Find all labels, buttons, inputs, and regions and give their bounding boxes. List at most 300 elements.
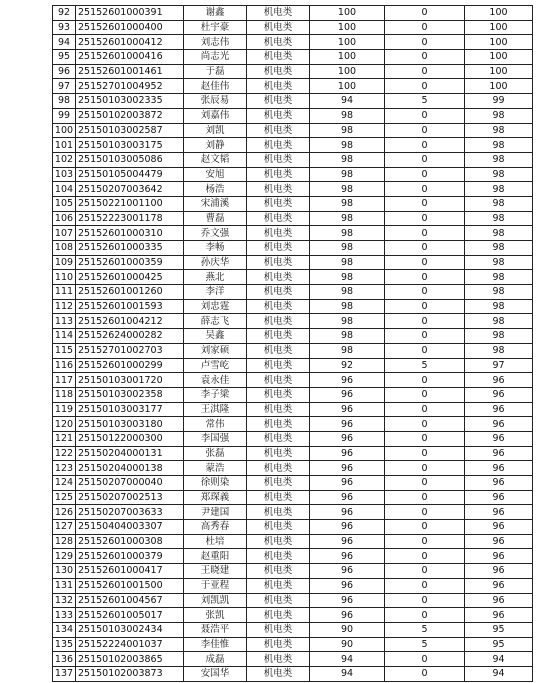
category-cell: 机电类 [247,431,310,446]
bonus-points-cell: 0 [385,196,465,211]
table-row [53,549,533,564]
category-cell: 机电类 [247,402,310,417]
candidate-id-cell: 25152701004952 [76,79,184,94]
bonus-points-cell: 5 [385,94,465,109]
exam-score-cell: 98 [310,314,385,329]
category-cell: 机电类 [247,226,310,241]
table-row [53,417,533,432]
bonus-points-cell: 0 [385,138,465,153]
total-score-cell: 98 [465,255,533,270]
row-number-cell: 113 [53,314,76,329]
candidate-id-cell: 25150105004479 [76,167,184,182]
bonus-points-cell: 0 [385,285,465,300]
table-row [53,476,533,491]
total-score-cell: 97 [465,358,533,373]
total-score-cell: 98 [465,196,533,211]
table-row [53,167,533,182]
table-row [53,123,533,138]
category-cell: 机电类 [247,608,310,623]
table-row [53,490,533,505]
candidate-id-cell: 25150102003865 [76,652,184,667]
table-row [53,461,533,476]
bonus-points-cell: 5 [385,358,465,373]
row-number-cell: 134 [53,622,76,637]
table-row [53,387,533,402]
exam-score-cell: 98 [310,329,385,344]
category-cell: 机电类 [247,108,310,123]
row-number-cell: 111 [53,285,76,300]
bonus-points-cell: 0 [385,431,465,446]
row-number-cell: 93 [53,20,76,35]
exam-score-cell: 100 [310,79,385,94]
candidate-id-cell: 25152624000282 [76,329,184,344]
row-number-cell: 135 [53,637,76,652]
exam-score-cell: 96 [310,578,385,593]
candidate-name-cell: 刘嘉伟 [184,108,247,123]
category-cell: 机电类 [247,314,310,329]
bonus-points-cell: 0 [385,666,465,681]
total-score-cell: 99 [465,94,533,109]
category-cell: 机电类 [247,343,310,358]
bonus-points-cell: 0 [385,241,465,256]
candidate-id-cell: 25150103002358 [76,387,184,402]
category-cell: 机电类 [247,637,310,652]
candidate-name-cell: 刘静 [184,138,247,153]
category-cell: 机电类 [247,520,310,535]
candidate-name-cell: 薛志飞 [184,314,247,329]
table-row [53,6,533,21]
exam-score-cell: 98 [310,196,385,211]
bonus-points-cell: 0 [385,226,465,241]
candidate-name-cell: 安旭 [184,167,247,182]
candidate-id-cell: 25152601001593 [76,299,184,314]
candidate-id-cell: 25150221001100 [76,196,184,211]
total-score-cell: 98 [465,138,533,153]
exam-score-cell: 98 [310,270,385,285]
total-score-cell: 100 [465,79,533,94]
bonus-points-cell: 0 [385,255,465,270]
exam-score-cell: 98 [310,255,385,270]
table-row [53,152,533,167]
candidate-id-cell: 25152601005017 [76,608,184,623]
table-row [53,608,533,623]
category-cell: 机电类 [247,241,310,256]
candidate-id-cell: 25152601000425 [76,270,184,285]
row-number-cell: 109 [53,255,76,270]
category-cell: 机电类 [247,167,310,182]
exam-score-cell: 96 [310,505,385,520]
table-row [53,446,533,461]
candidate-name-cell: 李畅 [184,241,247,256]
row-number-cell: 94 [53,35,76,50]
total-score-cell: 98 [465,226,533,241]
exam-score-cell: 98 [310,182,385,197]
table-row [53,196,533,211]
total-score-cell: 100 [465,64,533,79]
category-cell: 机电类 [247,35,310,50]
table-row [53,50,533,65]
total-score-cell: 100 [465,35,533,50]
exam-score-cell: 98 [310,138,385,153]
bonus-points-cell: 0 [385,402,465,417]
category-cell: 机电类 [247,666,310,681]
row-number-cell: 104 [53,182,76,197]
bonus-points-cell: 0 [385,578,465,593]
total-score-cell: 94 [465,652,533,667]
row-number-cell: 100 [53,123,76,138]
total-score-cell: 98 [465,285,533,300]
candidate-name-cell: 尹建国 [184,505,247,520]
candidate-id-cell: 25150103003175 [76,138,184,153]
candidate-id-cell: 25152601000359 [76,255,184,270]
row-number-cell: 92 [53,6,76,21]
table-row [53,373,533,388]
category-cell: 机电类 [247,123,310,138]
bonus-points-cell: 0 [385,652,465,667]
total-score-cell: 98 [465,123,533,138]
table-row [53,182,533,197]
candidate-id-cell: 25150103002587 [76,123,184,138]
candidate-name-cell: 蒙浩 [184,461,247,476]
candidate-name-cell: 曹磊 [184,211,247,226]
candidate-name-cell: 张凯 [184,608,247,623]
table-row [53,652,533,667]
candidate-id-cell: 25150404003307 [76,520,184,535]
bonus-points-cell: 0 [385,182,465,197]
row-number-cell: 120 [53,417,76,432]
candidate-id-cell: 25152601000412 [76,35,184,50]
category-cell: 机电类 [247,20,310,35]
total-score-cell: 96 [465,476,533,491]
bonus-points-cell: 0 [385,123,465,138]
exam-score-cell: 96 [310,387,385,402]
candidate-name-cell: 李佳惟 [184,637,247,652]
candidate-id-cell: 25152601000379 [76,549,184,564]
bonus-points-cell: 0 [385,211,465,226]
candidate-name-cell: 王淇隆 [184,402,247,417]
category-cell: 机电类 [247,549,310,564]
total-score-cell: 98 [465,152,533,167]
exam-score-cell: 90 [310,622,385,637]
candidate-name-cell: 刘凯 [184,123,247,138]
exam-score-cell: 96 [310,431,385,446]
row-number-cell: 119 [53,402,76,417]
candidate-name-cell: 于亚程 [184,578,247,593]
table-row [53,564,533,579]
row-number-cell: 128 [53,534,76,549]
row-number-cell: 131 [53,578,76,593]
table-row [53,578,533,593]
bonus-points-cell: 0 [385,35,465,50]
row-number-cell: 124 [53,476,76,491]
row-number-cell: 116 [53,358,76,373]
category-cell: 机电类 [247,6,310,21]
total-score-cell: 96 [465,373,533,388]
table-row [53,255,533,270]
total-score-cell: 94 [465,666,533,681]
table-row [53,64,533,79]
bonus-points-cell: 0 [385,79,465,94]
candidate-id-cell: 25152601001500 [76,578,184,593]
exam-score-cell: 98 [310,285,385,300]
exam-score-cell: 96 [310,564,385,579]
exam-score-cell: 100 [310,20,385,35]
exam-score-cell: 96 [310,534,385,549]
candidate-name-cell: 孙庆华 [184,255,247,270]
table-row [53,505,533,520]
category-cell: 机电类 [247,138,310,153]
total-score-cell: 96 [465,593,533,608]
row-number-cell: 110 [53,270,76,285]
exam-score-cell: 90 [310,637,385,652]
category-cell: 机电类 [247,534,310,549]
candidate-name-cell: 乔文强 [184,226,247,241]
candidate-id-cell: 25152223001178 [76,211,184,226]
row-number-cell: 125 [53,490,76,505]
total-score-cell: 98 [465,167,533,182]
category-cell: 机电类 [247,64,310,79]
category-cell: 机电类 [247,182,310,197]
exam-score-cell: 94 [310,652,385,667]
candidate-name-cell: 燕北 [184,270,247,285]
category-cell: 机电类 [247,578,310,593]
total-score-cell: 96 [465,564,533,579]
row-number-cell: 99 [53,108,76,123]
exam-score-cell: 96 [310,549,385,564]
category-cell: 机电类 [247,387,310,402]
row-number-cell: 105 [53,196,76,211]
candidate-name-cell: 张辰易 [184,94,247,109]
candidate-id-cell: 25152601001260 [76,285,184,300]
score-table-body [53,6,533,682]
candidate-name-cell: 李子梁 [184,387,247,402]
table-row [53,285,533,300]
category-cell: 机电类 [247,373,310,388]
total-score-cell: 98 [465,314,533,329]
bonus-points-cell: 0 [385,534,465,549]
row-number-cell: 117 [53,373,76,388]
candidate-name-cell: 刘志伟 [184,35,247,50]
total-score-cell: 96 [465,431,533,446]
bonus-points-cell: 0 [385,167,465,182]
table-row [53,520,533,535]
table-row [53,431,533,446]
candidate-id-cell: 25152601000335 [76,241,184,256]
candidate-name-cell: 赵佳伟 [184,79,247,94]
exam-score-cell: 96 [310,446,385,461]
category-cell: 机电类 [247,490,310,505]
total-score-cell: 96 [465,578,533,593]
total-score-cell: 100 [465,6,533,21]
candidate-id-cell: 25152601000299 [76,358,184,373]
table-row [53,79,533,94]
exam-score-cell: 94 [310,666,385,681]
candidate-name-cell: 徐则染 [184,476,247,491]
candidate-name-cell: 成磊 [184,652,247,667]
bonus-points-cell: 5 [385,637,465,652]
category-cell: 机电类 [247,622,310,637]
total-score-cell: 98 [465,108,533,123]
total-score-cell: 96 [465,534,533,549]
category-cell: 机电类 [247,94,310,109]
table-row [53,314,533,329]
total-score-cell: 98 [465,343,533,358]
candidate-id-cell: 25150122000300 [76,431,184,446]
candidate-name-cell: 杨浩 [184,182,247,197]
bonus-points-cell: 0 [385,446,465,461]
exam-score-cell: 96 [310,461,385,476]
category-cell: 机电类 [247,358,310,373]
candidate-id-cell: 25152601000308 [76,534,184,549]
candidate-name-cell: 李国强 [184,431,247,446]
candidate-id-cell: 25152601004567 [76,593,184,608]
candidate-name-cell: 郑琛義 [184,490,247,505]
candidate-name-cell: 卢雪屹 [184,358,247,373]
candidate-name-cell: 尚志光 [184,50,247,65]
bonus-points-cell: 0 [385,417,465,432]
exam-score-cell: 96 [310,593,385,608]
bonus-points-cell: 0 [385,505,465,520]
total-score-cell: 98 [465,211,533,226]
row-number-cell: 122 [53,446,76,461]
table-row [53,299,533,314]
candidate-id-cell: 25150103001720 [76,373,184,388]
total-score-cell: 96 [465,387,533,402]
candidate-id-cell: 25150207003633 [76,505,184,520]
table-row [53,211,533,226]
candidate-name-cell: 宋浦溪 [184,196,247,211]
table-row [53,35,533,50]
total-score-cell: 95 [465,622,533,637]
candidate-id-cell: 25150103002335 [76,94,184,109]
candidate-id-cell: 25152601000417 [76,564,184,579]
row-number-cell: 108 [53,241,76,256]
exam-score-cell: 96 [310,373,385,388]
row-number-cell: 118 [53,387,76,402]
candidate-id-cell: 25150103003180 [76,417,184,432]
candidate-name-cell: 刘凯凯 [184,593,247,608]
exam-score-cell: 98 [310,152,385,167]
row-number-cell: 126 [53,505,76,520]
candidate-id-cell: 25150204000138 [76,461,184,476]
row-number-cell: 133 [53,608,76,623]
candidate-name-cell: 刘家硕 [184,343,247,358]
bonus-points-cell: 0 [385,329,465,344]
category-cell: 机电类 [247,505,310,520]
candidate-id-cell: 25150103002434 [76,622,184,637]
candidate-name-cell: 谢鑫 [184,6,247,21]
row-number-cell: 121 [53,431,76,446]
total-score-cell: 96 [465,608,533,623]
bonus-points-cell: 0 [385,520,465,535]
bonus-points-cell: 0 [385,608,465,623]
total-score-cell: 96 [465,549,533,564]
total-score-cell: 98 [465,270,533,285]
category-cell: 机电类 [247,329,310,344]
row-number-cell: 129 [53,549,76,564]
total-score-cell: 96 [465,417,533,432]
candidate-name-cell: 安国华 [184,666,247,681]
row-number-cell: 123 [53,461,76,476]
bonus-points-cell: 0 [385,476,465,491]
bonus-points-cell: 0 [385,593,465,608]
candidate-id-cell: 25150103005086 [76,152,184,167]
candidate-id-cell: 25150103003177 [76,402,184,417]
total-score-cell: 98 [465,241,533,256]
exam-score-cell: 100 [310,35,385,50]
total-score-cell: 96 [465,446,533,461]
exam-score-cell: 96 [310,417,385,432]
table-row [53,637,533,652]
bonus-points-cell: 0 [385,299,465,314]
total-score-cell: 96 [465,402,533,417]
row-number-cell: 102 [53,152,76,167]
bonus-points-cell: 0 [385,50,465,65]
exam-score-cell: 100 [310,6,385,21]
table-row [53,20,533,35]
bonus-points-cell: 0 [385,490,465,505]
table-row [53,108,533,123]
category-cell: 机电类 [247,270,310,285]
category-cell: 机电类 [247,446,310,461]
candidate-name-cell: 赵文韬 [184,152,247,167]
candidate-id-cell: 25150207000040 [76,476,184,491]
candidate-id-cell: 25150207002513 [76,490,184,505]
candidate-id-cell: 25150102003873 [76,666,184,681]
exam-score-cell: 98 [310,108,385,123]
total-score-cell: 98 [465,299,533,314]
category-cell: 机电类 [247,652,310,667]
bonus-points-cell: 0 [385,314,465,329]
candidate-name-cell: 于磊 [184,64,247,79]
bonus-points-cell: 5 [385,622,465,637]
score-table [52,5,533,682]
row-number-cell: 98 [53,94,76,109]
row-number-cell: 136 [53,652,76,667]
exam-score-cell: 92 [310,358,385,373]
candidate-name-cell: 杜宇豪 [184,20,247,35]
table-row [53,241,533,256]
row-number-cell: 101 [53,138,76,153]
exam-score-cell: 96 [310,520,385,535]
total-score-cell: 100 [465,50,533,65]
row-number-cell: 112 [53,299,76,314]
table-row [53,226,533,241]
exam-score-cell: 96 [310,608,385,623]
bonus-points-cell: 0 [385,20,465,35]
category-cell: 机电类 [247,152,310,167]
row-number-cell: 137 [53,666,76,681]
row-number-cell: 95 [53,50,76,65]
exam-score-cell: 98 [310,299,385,314]
category-cell: 机电类 [247,564,310,579]
table-row [53,94,533,109]
candidate-name-cell: 袁永佳 [184,373,247,388]
exam-score-cell: 96 [310,476,385,491]
table-row [53,138,533,153]
bonus-points-cell: 0 [385,108,465,123]
total-score-cell: 96 [465,505,533,520]
candidate-id-cell: 25152601001461 [76,64,184,79]
exam-score-cell: 94 [310,94,385,109]
table-row [53,534,533,549]
exam-score-cell: 98 [310,241,385,256]
category-cell: 机电类 [247,211,310,226]
row-number-cell: 106 [53,211,76,226]
category-cell: 机电类 [247,476,310,491]
table-row [53,402,533,417]
row-number-cell: 130 [53,564,76,579]
